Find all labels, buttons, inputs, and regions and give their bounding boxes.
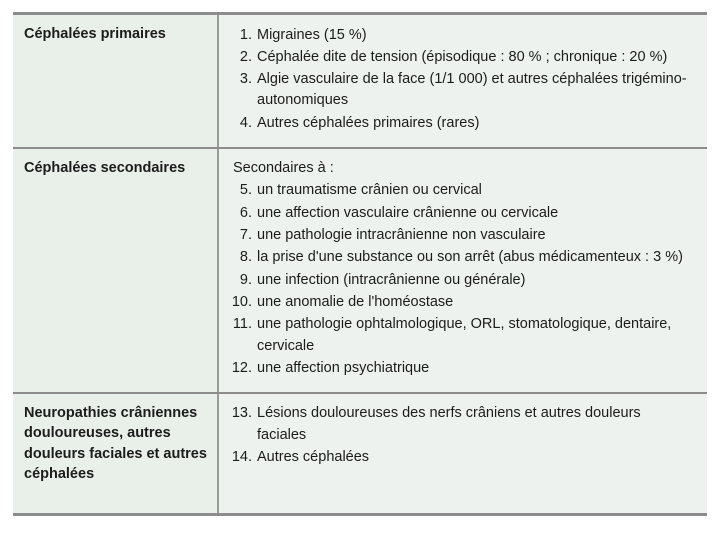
item-number: 8. xyxy=(239,249,252,266)
headache-classification-table xyxy=(13,12,707,516)
item-number: 11. xyxy=(232,316,252,333)
category-label: Céphalées secondaires xyxy=(24,159,186,176)
item-text: Céphalée dite de tension (épisodique : 80 % ; chronique : 20 %) xyxy=(257,48,668,65)
table-bottom-border xyxy=(13,513,707,516)
list-item xyxy=(231,112,697,134)
item-number: 10. xyxy=(231,293,252,310)
item-text: la prise d'une substance ou son arrêt (abus médicamenteux : 3 %) xyxy=(257,249,683,266)
list-item xyxy=(231,46,697,68)
list-item xyxy=(231,225,697,247)
items-cell-primary xyxy=(219,15,707,147)
list-item xyxy=(231,291,697,313)
item-number: 14. xyxy=(231,448,252,465)
item-number: 4. xyxy=(239,114,252,131)
list-item xyxy=(231,314,697,358)
category-cell-primary xyxy=(13,15,219,147)
list-item xyxy=(231,202,697,224)
item-number: 9. xyxy=(239,271,252,288)
category-label: Céphalées primaires xyxy=(24,26,166,42)
item-text: une pathologie ophtalmologique, ORL, stomatologique, dentaire, cervicale xyxy=(257,316,672,354)
list-item xyxy=(231,446,697,468)
table-row xyxy=(13,149,707,392)
item-number: 13. xyxy=(231,405,252,422)
table-row xyxy=(13,394,707,513)
list-item xyxy=(231,69,697,113)
item-text: un traumatisme crânien ou cervical xyxy=(257,182,482,199)
list-item xyxy=(231,269,697,291)
item-text: une affection vasculaire crânienne ou cervicale xyxy=(257,204,559,221)
item-list xyxy=(231,403,697,469)
item-text: une anomalie de l'homéostase xyxy=(257,293,454,310)
category-label: Neuropathies crâniennes douloureuses, autres douleurs faciales et autres céphalées xyxy=(24,404,207,483)
item-text: une infection (intracrânienne ou générale) xyxy=(257,271,526,288)
item-number: 5. xyxy=(239,182,252,199)
item-number: 3. xyxy=(239,71,252,88)
item-text: une affection psychiatrique xyxy=(257,359,430,376)
item-number: 7. xyxy=(239,227,252,243)
item-text: Autres céphalées xyxy=(257,448,370,465)
item-text: une pathologie intracrânienne non vasculaire xyxy=(257,227,546,243)
list-item xyxy=(231,357,697,379)
items-cell-neuropathies xyxy=(219,394,707,513)
category-cell-secondary xyxy=(13,149,219,392)
item-text: Lésions douloureuses des nerfs crâniens et autres douleurs faciales xyxy=(257,405,641,443)
item-number: 12. xyxy=(231,359,252,376)
item-text: Algie vasculaire de la face (1/1 000) et autres céphalées trigémino-autonomiques xyxy=(257,71,687,109)
item-number: 2. xyxy=(239,48,252,65)
list-item xyxy=(231,403,697,447)
list-item xyxy=(231,247,697,269)
items-cell-secondary xyxy=(219,149,707,392)
list-item xyxy=(231,180,697,202)
list-item xyxy=(231,24,697,46)
item-list xyxy=(231,180,697,380)
item-number: 1. xyxy=(239,26,252,43)
item-text: Autres céphalées primaires (rares) xyxy=(257,114,480,131)
item-number: 6. xyxy=(239,204,252,221)
list-intro: Secondaires à : xyxy=(233,159,334,176)
item-list xyxy=(231,24,697,135)
table-row xyxy=(13,15,707,147)
category-cell-neuropathies xyxy=(13,394,219,513)
item-text: Migraines (15 %) xyxy=(257,26,367,43)
